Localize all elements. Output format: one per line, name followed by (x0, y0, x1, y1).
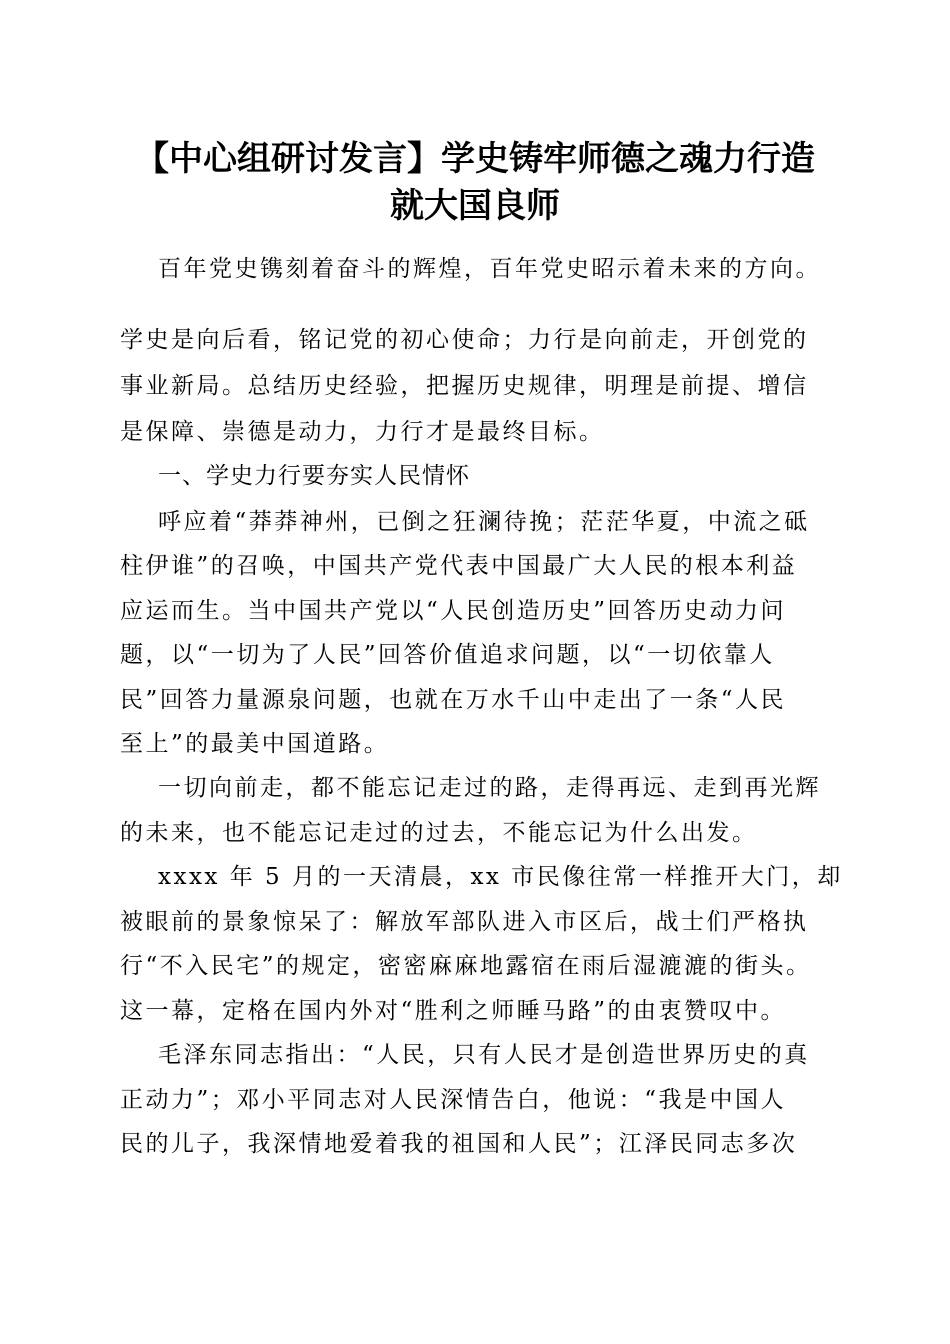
paragraph-line: 至上”的最美中国道路。 (120, 731, 390, 757)
paragraph-line: 一切向前走，都不能忘记走过的路，走得再远、走到再光辉 (158, 775, 821, 801)
paragraph-line: 柱伊谁”的召唤，中国共产党代表中国最广大人民的根本利益 (120, 553, 798, 579)
paragraph-line: 百年党史镌刻着奋斗的辉煌，百年党史昭示着未来的方向。 (158, 256, 821, 282)
paragraph-line: xxxx 年 5 月的一天清晨，xx 市民像往常一样推开大门，却 (158, 864, 843, 890)
document-title-line-2: 就大国良师 (390, 186, 560, 226)
paragraph-line: 毛泽东同志指出：“人民，只有人民才是创造世界历史的真 (158, 1042, 810, 1068)
paragraph-line: 学史是向后看，铭记党的初心使命；力行是向前走，开创党的 (120, 327, 809, 353)
section-heading: 一、学史力行要夯实人民情怀 (158, 463, 470, 489)
paragraph-line: 被眼前的景象惊呆了：解放军部队进入市区后，战士们严格执 (120, 909, 809, 935)
paragraph-line: 呼应着“莽莽神州，已倒之狂澜待挽；茫茫华夏，中流之砥 (158, 509, 810, 535)
paragraph-line: 这一幕，定格在国内外对“胜利之师睡马路”的由衷赞叹中。 (120, 998, 787, 1024)
paragraph-line: 的未来，也不能忘记走过的过去，不能忘记为什么出发。 (120, 820, 758, 846)
paragraph-line: 应运而生。当中国共产党以“人民创造历史”回答历史动力问 (120, 598, 787, 624)
paragraph-line: 题，以“一切为了人民”回答价值追求问题，以“一切依靠人 (120, 642, 775, 668)
paragraph-line: 正动力”；邓小平同志对人民深情告白，他说：“我是中国人 (120, 1087, 787, 1113)
paragraph-line: 行“不入民宅”的规定，密密麻麻地露宿在雨后湿漉漉的街头。 (120, 953, 812, 979)
paragraph-line: 民的儿子，我深情地爱着我的祖国和人民”；江泽民同志多次 (120, 1131, 798, 1157)
document-title-line-1: 【中心组研讨发言】学史铸牢师德之魂力行造 (135, 139, 815, 179)
paragraph-line: 民”回答力量源泉问题，也就在万水千山中走出了一条“人民 (120, 687, 787, 713)
paragraph-line: 是保障、崇德是动力，力行才是最终目标。 (120, 419, 605, 445)
paragraph-line: 事业新局。总结历史经验，把握历史规律，明理是前提、增信 (120, 373, 809, 399)
